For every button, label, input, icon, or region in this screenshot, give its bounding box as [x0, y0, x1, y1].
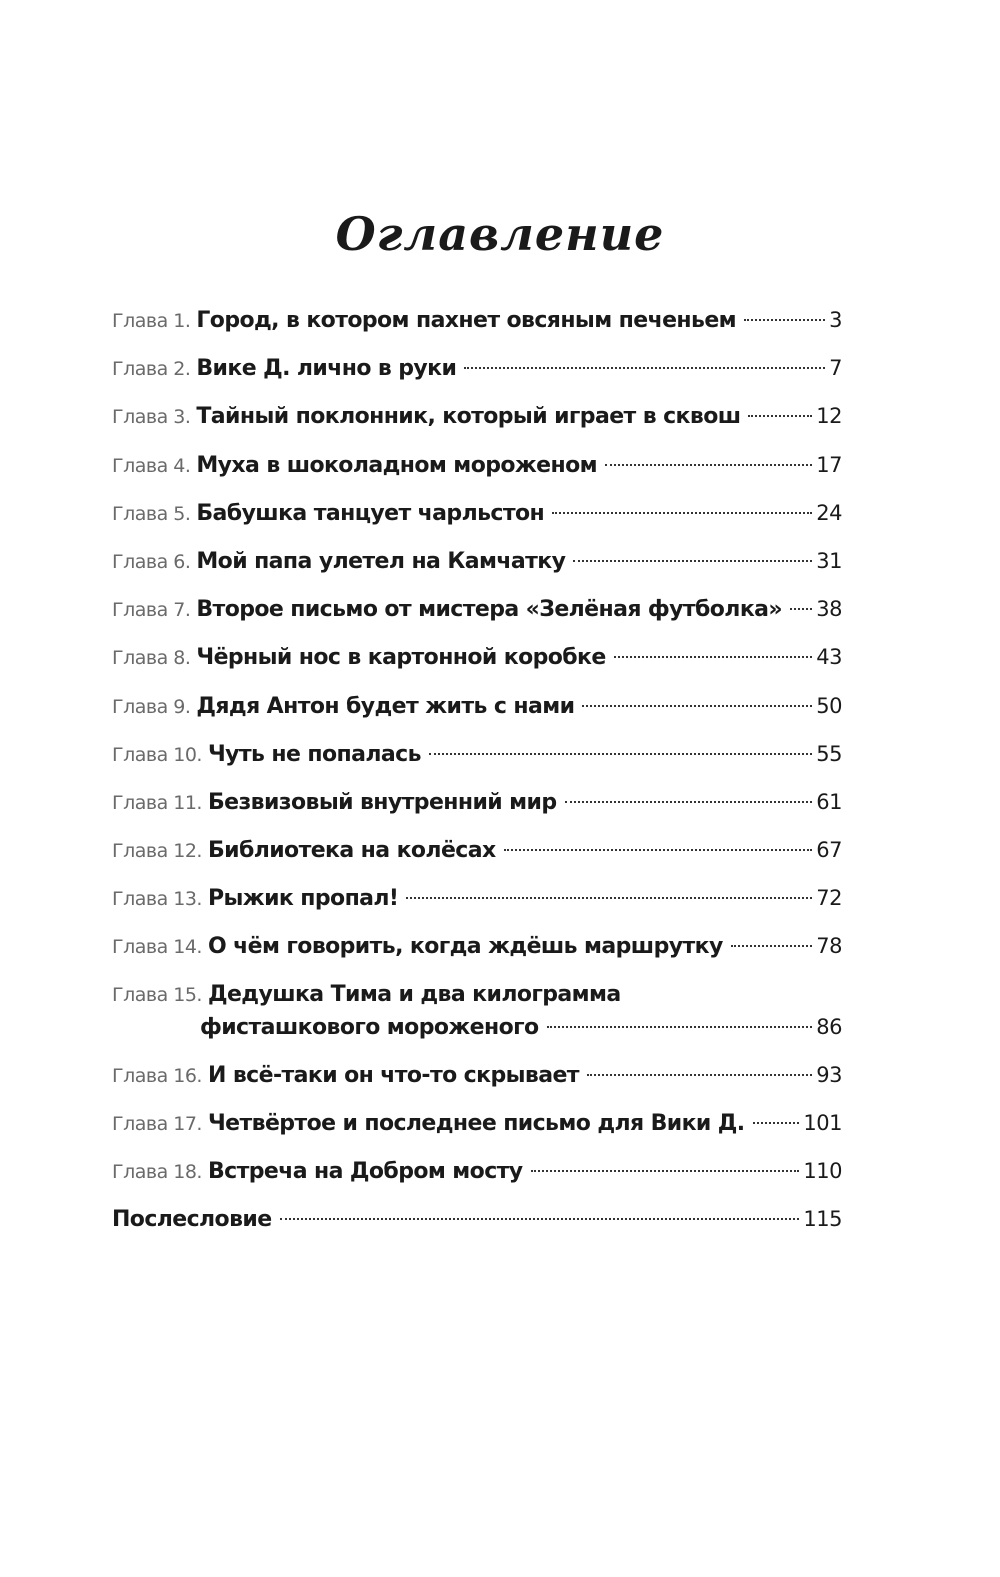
dot-leader — [587, 1074, 812, 1076]
chapter-label: Глава 6. — [112, 550, 191, 573]
toc-entry[interactable] — [112, 396, 842, 444]
chapter-label: Глава 18. — [112, 1161, 202, 1183]
dot-leader — [565, 801, 813, 803]
chapter-label: Глава 12. — [112, 840, 202, 863]
chapter-label: Глава 4. — [112, 454, 191, 477]
chapter-title: Четвёртое и последнее письмо для Вики Д. — [207, 1110, 745, 1136]
page-number: 110 — [803, 1159, 842, 1183]
toc-entry-afterword[interactable] — [112, 1199, 842, 1247]
chapter-label: Глава 9. — [112, 695, 191, 718]
chapter-title: Тайный поклонник, который играет в сквош — [196, 404, 741, 430]
page-number: 78 — [816, 934, 842, 959]
toc-entry[interactable] — [112, 493, 842, 541]
dot-leader — [552, 512, 812, 514]
toc-entry[interactable] — [112, 541, 842, 589]
chapter-label: Глава 11. — [112, 791, 202, 814]
chapter-title: Рыжик пропал! — [207, 886, 399, 912]
chapter-title: Муха в шоколадном мороженом — [196, 452, 597, 478]
chapter-title: Безвизовый внутренний мир — [207, 789, 557, 815]
chapter-title: Второе письмо от мистера «Зелёная футболка» — [196, 597, 783, 623]
chapter-title: Вике Д. лично в руки — [196, 356, 457, 382]
dot-leader — [731, 945, 813, 947]
chapter-label: Глава 10. — [112, 743, 202, 766]
chapter-label: Глава 2. — [112, 358, 191, 381]
chapter-label: Глава 3. — [112, 406, 191, 429]
chapter-title: Чуть не попалась — [207, 741, 421, 767]
dot-leader — [429, 753, 812, 755]
dot-leader — [582, 705, 812, 707]
toc-entry[interactable] — [112, 782, 842, 830]
toc-entry[interactable] — [112, 926, 842, 974]
page-number: 17 — [816, 452, 842, 477]
chapter-label: Глава 1. — [112, 310, 191, 332]
chapter-title: Дедушка Тима и два килограмма — [207, 981, 621, 1007]
chapter-title-continuation: фисташкового мороженого — [200, 1014, 539, 1040]
page-number: 67 — [816, 838, 842, 863]
dot-leader — [547, 1026, 813, 1028]
dot-leader — [531, 1170, 800, 1172]
page-number: 3 — [829, 308, 842, 332]
page-number: 93 — [816, 1062, 842, 1087]
chapter-label: Глава 13. — [112, 888, 202, 911]
chapter-title: Бабушка танцует чарльстон — [196, 500, 545, 526]
page-number: 50 — [816, 693, 842, 718]
toc-entry[interactable] — [112, 1151, 842, 1199]
chapter-title: О чём говорить, когда ждёшь маршрутку — [207, 934, 723, 960]
toc-entry[interactable] — [112, 686, 842, 734]
page-number: 31 — [816, 548, 842, 573]
toc-entry[interactable] — [112, 348, 842, 396]
chapter-label: Глава 14. — [112, 936, 202, 959]
toc-entry[interactable] — [112, 1055, 842, 1103]
dot-leader — [605, 464, 812, 466]
toc-entry[interactable] — [112, 830, 842, 878]
chapter-title: Библиотека на колёсах — [207, 838, 496, 864]
chapter-title: Город, в котором пахнет овсяным печеньем — [196, 308, 737, 333]
page-number: 86 — [816, 1014, 842, 1039]
toc-entry[interactable] — [112, 445, 842, 493]
chapter-label: Глава 17. — [112, 1112, 202, 1135]
page-number: 7 — [829, 356, 842, 381]
dot-leader — [464, 367, 825, 369]
page-number: 55 — [816, 741, 842, 766]
toc-entry[interactable] — [112, 734, 842, 782]
chapter-title: Мой папа улетел на Камчатку — [196, 548, 566, 574]
dot-leader — [753, 1122, 800, 1124]
page-number: 61 — [816, 789, 842, 814]
page-number: 101 — [803, 1110, 842, 1135]
chapter-title: Чёрный нос в картонной коробке — [196, 645, 606, 671]
chapter-label: Глава 8. — [112, 647, 191, 670]
dot-leader — [504, 849, 813, 851]
page-number: 38 — [816, 597, 842, 622]
dot-leader — [748, 415, 812, 417]
afterword-title: Послесловие — [112, 1207, 272, 1233]
dot-leader — [406, 897, 812, 899]
page-number: 115 — [803, 1207, 842, 1232]
dot-leader — [614, 656, 813, 658]
dot-leader — [280, 1218, 800, 1220]
toc-entry[interactable] — [112, 637, 842, 685]
dot-leader — [744, 319, 825, 321]
toc-entry[interactable] — [112, 878, 842, 926]
dot-leader — [790, 608, 812, 610]
table-of-contents — [112, 300, 842, 1247]
toc-entry[interactable] — [112, 300, 842, 348]
page-title: Оглавление — [335, 206, 665, 261]
chapter-title: Дядя Антон будет жить с нами — [196, 693, 575, 719]
page-number: 12 — [816, 404, 842, 429]
dot-leader — [573, 560, 812, 562]
chapter-title: И всё-таки он что-то скрывает — [207, 1062, 579, 1088]
page-number: 72 — [816, 886, 842, 911]
toc-entry[interactable] — [112, 589, 842, 637]
toc-entry[interactable] — [112, 1103, 842, 1151]
chapter-label: Глава 7. — [112, 599, 191, 622]
chapter-label: Глава 16. — [112, 1064, 202, 1087]
toc-entry[interactable] — [112, 975, 842, 1055]
chapter-label: Глава 15. — [112, 983, 202, 1006]
chapter-title: Встреча на Добром мосту — [207, 1159, 523, 1184]
chapter-label: Глава 5. — [112, 502, 191, 525]
page-number: 24 — [816, 500, 842, 525]
page-number: 43 — [816, 645, 842, 670]
